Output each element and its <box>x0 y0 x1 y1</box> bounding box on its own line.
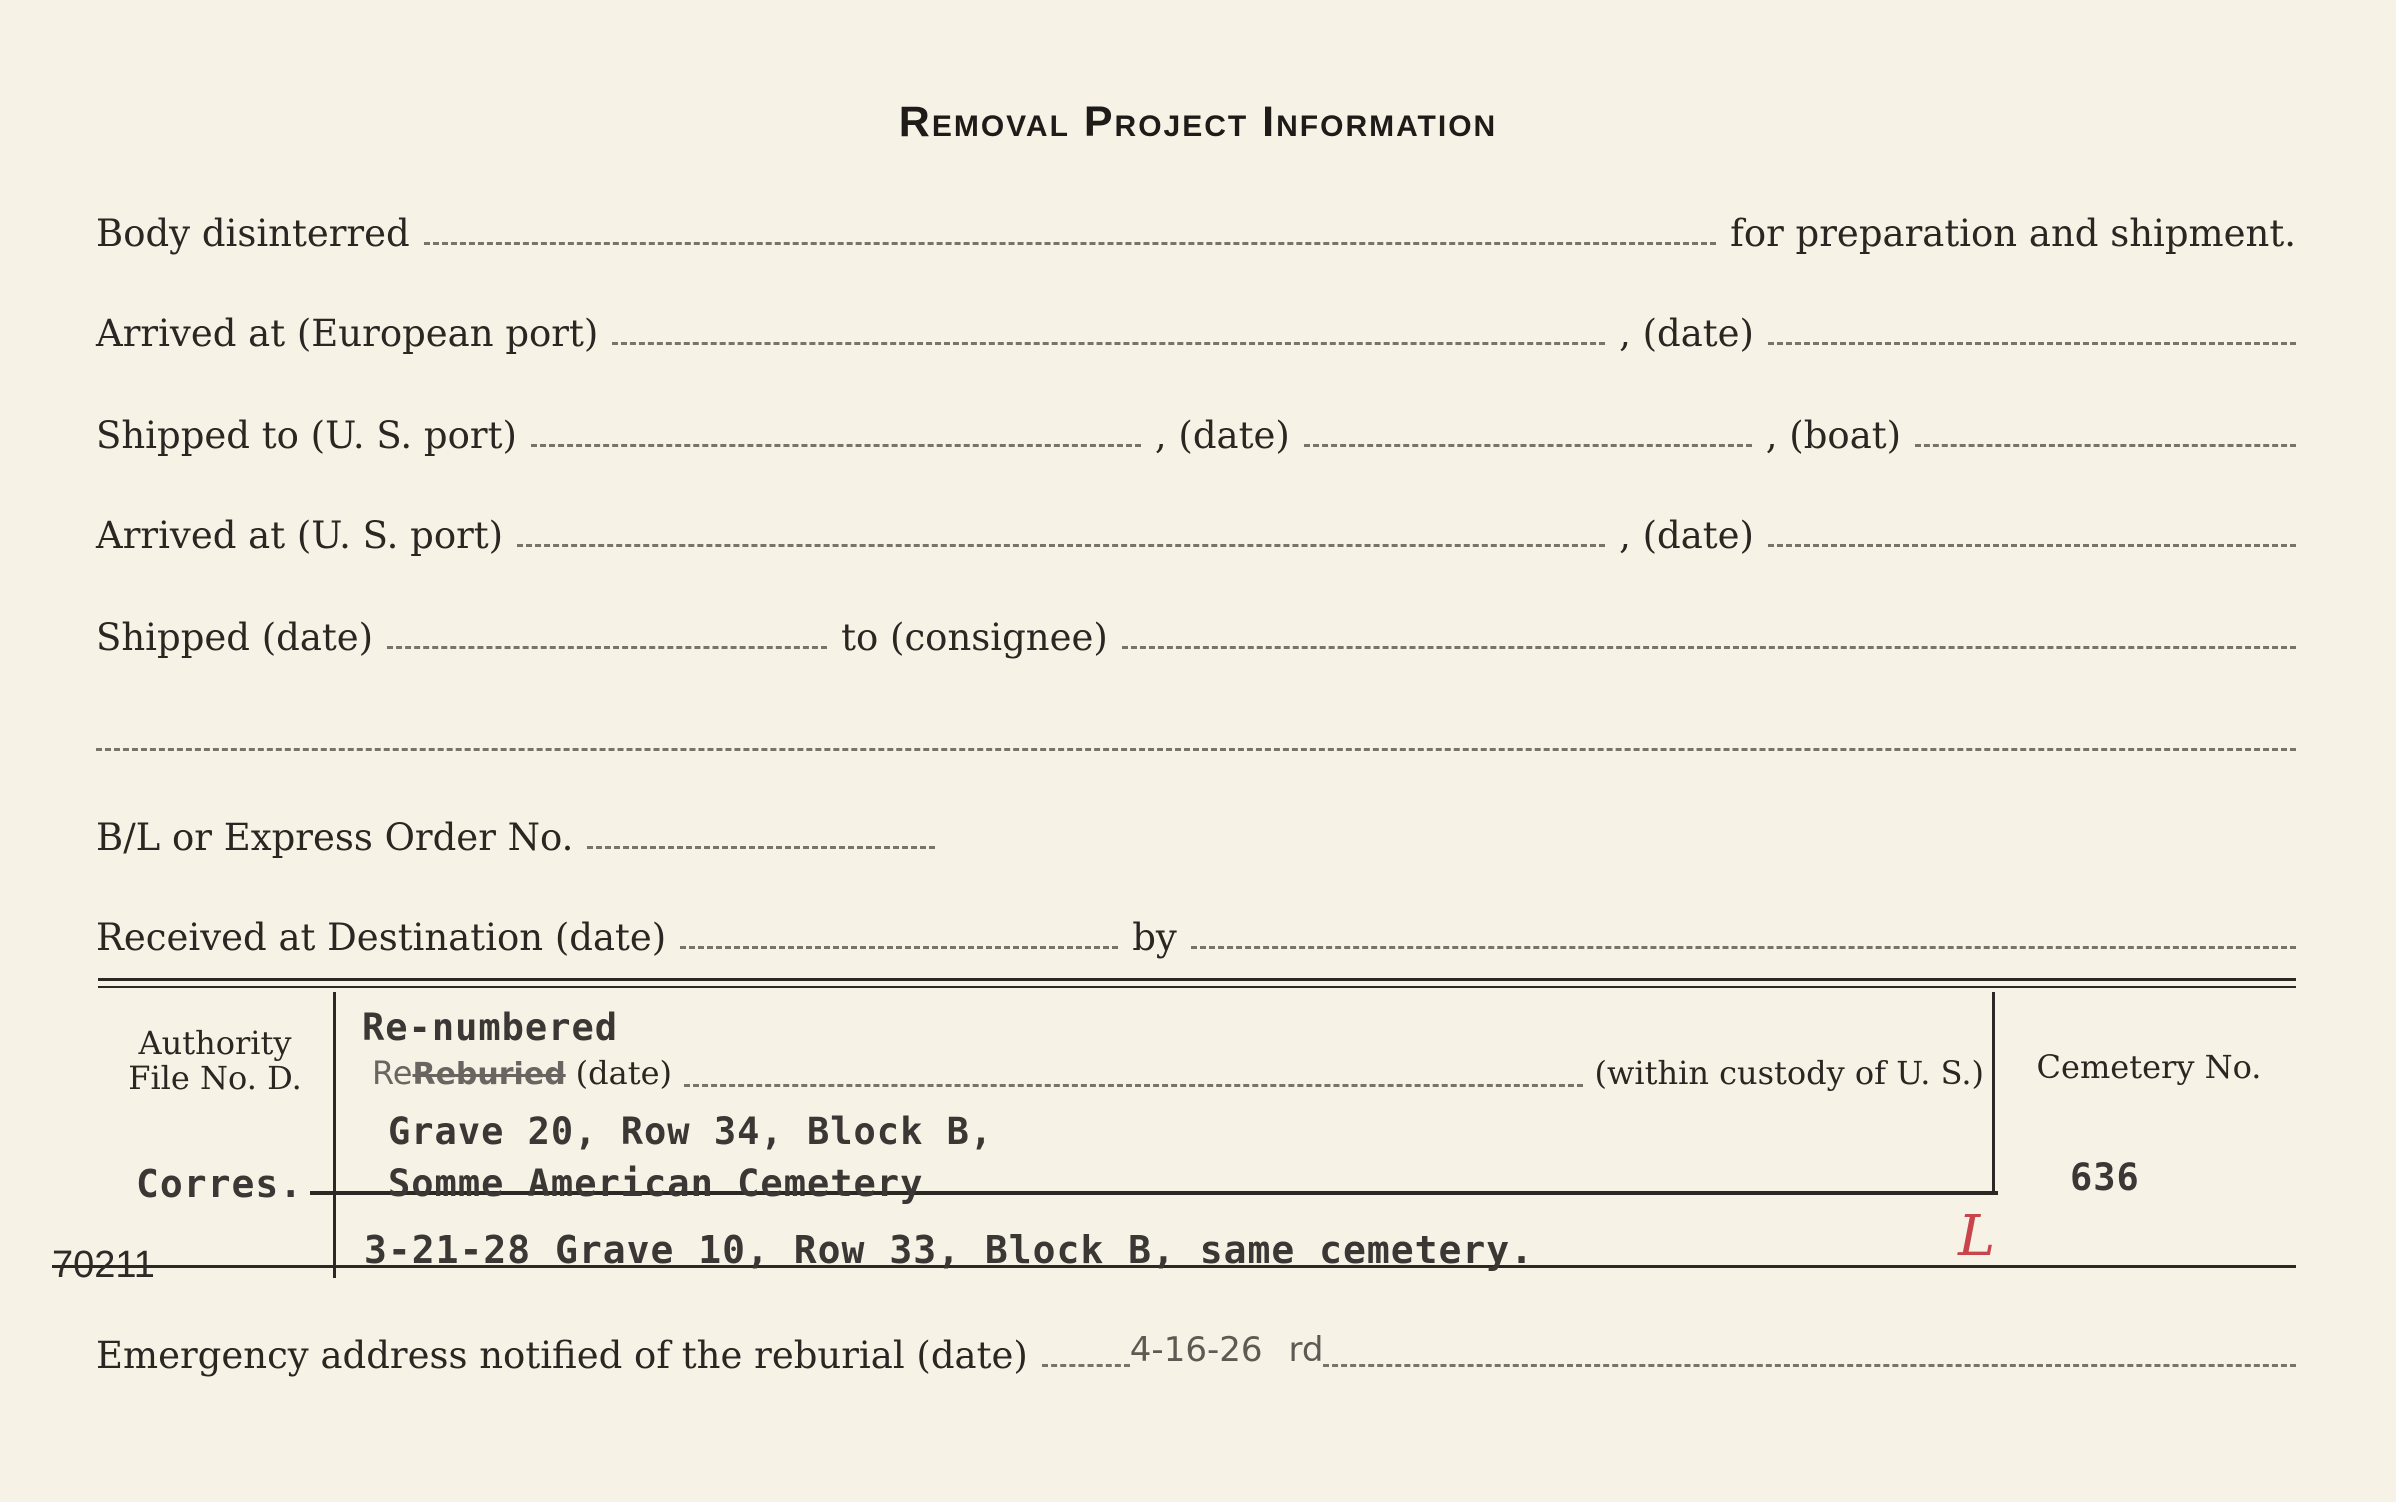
label-arrived-european: Arrived at (European port) <box>96 312 599 355</box>
field-us-port[interactable] <box>531 444 1141 447</box>
row-arrived-us <box>96 502 2296 557</box>
label-by: by <box>1132 916 1177 959</box>
label-shipped-date: Shipped (date) <box>96 616 374 659</box>
field-body-disinterred[interactable] <box>424 242 1716 245</box>
field-emergency-date[interactable] <box>1323 1364 2296 1367</box>
label-emergency-address: Emergency address notified of the reburial (date) <box>96 1334 1028 1377</box>
reburial-entry: 3-21-28 Grave 10, Row 33, Block B, same cemetery. <box>364 1228 1535 1272</box>
label-boat: , (boat) <box>1765 414 1902 457</box>
row-reburied-date <box>372 1052 1984 1092</box>
emergency-initials: rd <box>1288 1330 1324 1370</box>
label-date: , (date) <box>1154 414 1290 457</box>
label-reburied-date: (date) <box>575 1054 672 1092</box>
field-received-by[interactable] <box>1191 946 2296 949</box>
field-arrived-us-date[interactable] <box>1768 544 2296 547</box>
authority-text: Authority <box>138 1024 292 1062</box>
table-top-rule <box>98 978 2296 981</box>
label-arrived-us: Arrived at (U. S. port) <box>96 514 504 557</box>
table-divider-right <box>1992 992 1995 1192</box>
field-bl-order[interactable] <box>587 846 935 849</box>
field-shipped-date-consignee[interactable] <box>387 646 827 649</box>
row-emergency-address <box>96 1322 2296 1377</box>
row-received-destination <box>96 904 2296 959</box>
file-no-text: File No. D. <box>128 1059 302 1098</box>
field-european-port[interactable] <box>612 342 1605 345</box>
label-date: , (date) <box>1619 514 1754 557</box>
row-arrived-european <box>96 300 2296 355</box>
label-date: , (date) <box>1619 312 1754 355</box>
row-body-disinterred <box>96 200 2296 255</box>
field-received-date[interactable] <box>680 946 1118 949</box>
label-body-disinterred: Body disinterred <box>96 212 410 255</box>
emergency-dash-lead <box>1042 1364 1130 1367</box>
row-shipped-us <box>96 402 2296 457</box>
field-reburied-date[interactable] <box>684 1084 1583 1087</box>
label-shipped-to: Shipped to (U. S. port) <box>96 414 517 457</box>
label-received-destination: Received at Destination (date) <box>96 916 667 959</box>
emergency-date-value: 4-16-26 <box>1129 1330 1263 1370</box>
grave-line-1: Grave 20, Row 34, Block B, <box>388 1110 994 1153</box>
reburied-struck-label: Reburied <box>412 1057 566 1092</box>
row-consignee-continued <box>96 706 2296 758</box>
card-title: Removal Project Information <box>898 98 1498 146</box>
row-bl-order <box>96 804 2296 859</box>
label-cemetery-no: Cemetery No. <box>2036 1048 2262 1086</box>
field-consignee-continued[interactable] <box>96 748 2296 751</box>
field-boat[interactable] <box>1915 444 2296 447</box>
field-arrived-us-port[interactable] <box>517 544 1605 547</box>
label-bl-order: B/L or Express Order No. <box>96 816 574 859</box>
grave-line-2: Somme American Cemetery <box>388 1162 924 1205</box>
field-consignee[interactable] <box>1122 646 2296 649</box>
field-european-date[interactable] <box>1768 342 2296 345</box>
red-check-mark: L <box>1958 1204 1996 1269</box>
label-authority <box>108 1026 322 1096</box>
file-number: 70211 <box>52 1244 155 1286</box>
corres-entry: Corres. <box>136 1162 304 1206</box>
label-custody: (within custody of U. S.) <box>1594 1054 1984 1092</box>
row-shipped-consignee <box>96 604 2296 659</box>
label-preparation-shipment: for preparation and shipment. <box>1730 212 2296 255</box>
table-top-rule-2 <box>98 986 2296 988</box>
label-to-consignee: to (consignee) <box>841 616 1108 659</box>
cemetery-number: 636 <box>2070 1156 2140 1199</box>
reburied-overlay: Re <box>372 1054 413 1092</box>
field-shipped-date[interactable] <box>1304 444 1752 447</box>
table-divider-left <box>333 992 336 1278</box>
renumbered-entry: Re-numbered <box>362 1006 619 1049</box>
